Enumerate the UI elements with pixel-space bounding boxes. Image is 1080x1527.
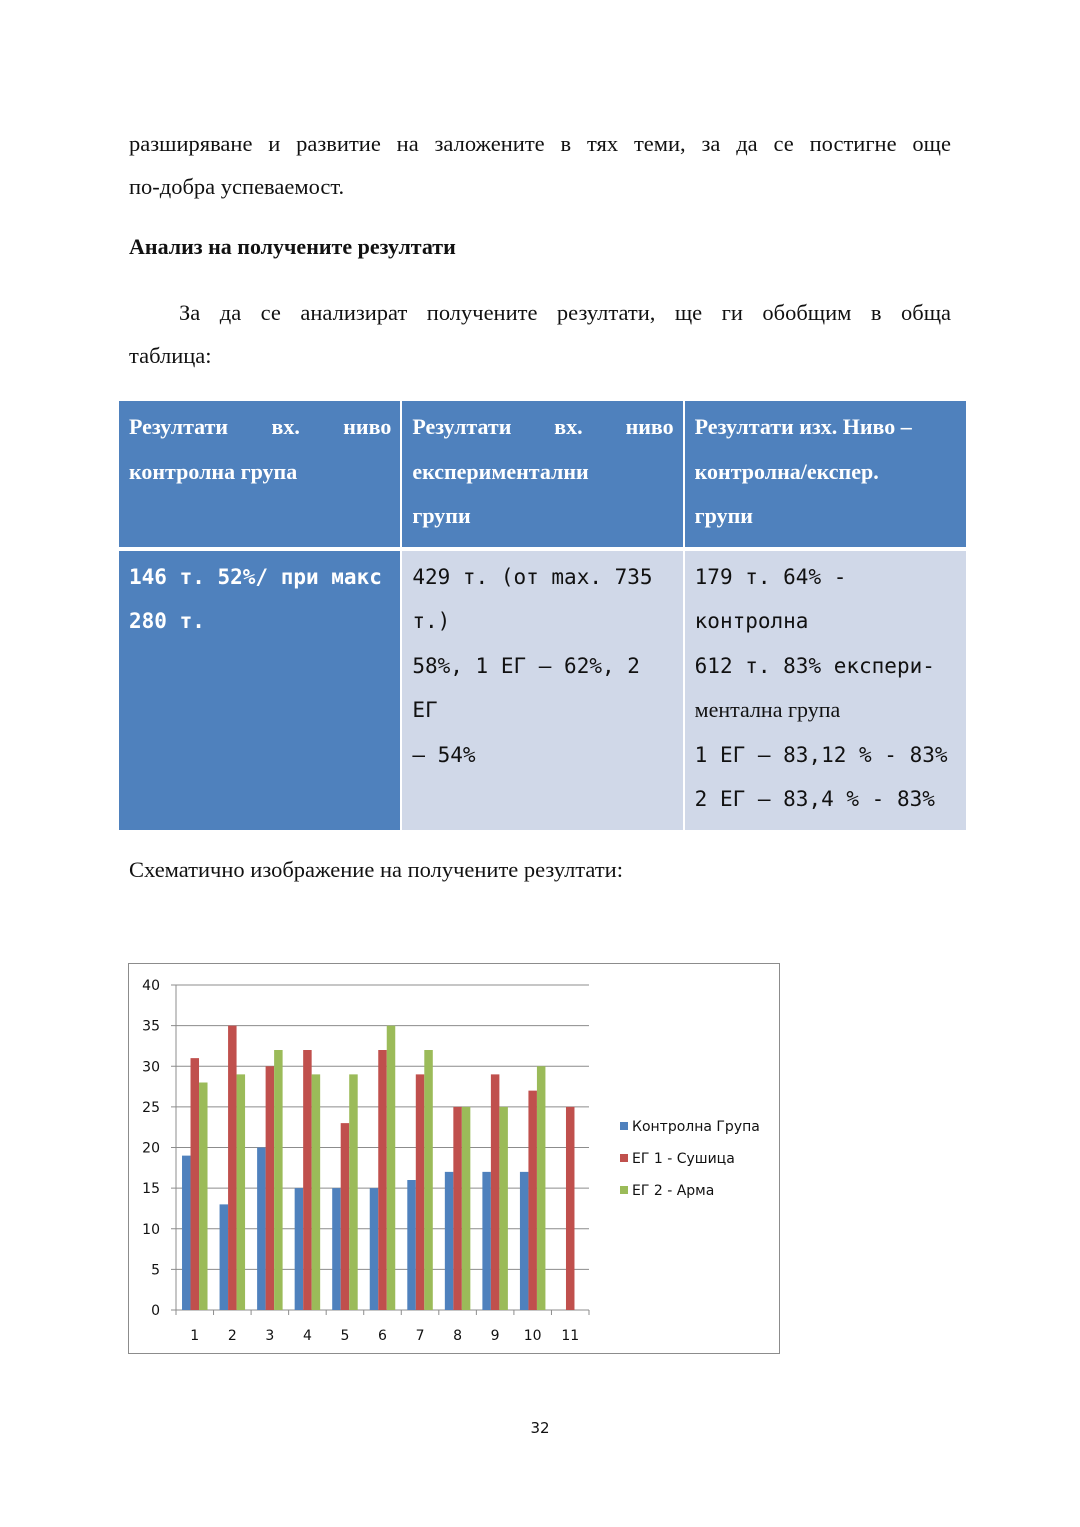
legend-label: ЕГ 1 - Сушица: [632, 1151, 735, 1167]
data-cell-text: 612 т. 83% експери-: [694, 653, 935, 678]
analysis-paragraph: [129, 291, 951, 377]
legend-label: Контролна Група: [632, 1119, 760, 1135]
data-cell-text: 58%, 1 ЕГ – 62%, 2 ЕГ: [412, 653, 640, 722]
legend-swatch: [620, 1186, 628, 1194]
page-number: 32: [530, 1419, 550, 1437]
data-cell-text: 2 ЕГ – 83,4 % - 83%: [694, 787, 935, 811]
x-tick-label: 1: [190, 1328, 200, 1344]
y-tick-label: 30: [142, 1059, 160, 1076]
data-cell-control-input: [119, 549, 401, 832]
bar-1: [482, 1172, 491, 1310]
y-tick-label: 5: [151, 1262, 160, 1279]
x-tick-label: 7: [415, 1328, 425, 1344]
intro-paragraph: [129, 122, 951, 208]
chart-caption: Схематично изображение на получените резултати:: [129, 857, 623, 882]
bar-2: [191, 1058, 200, 1310]
data-cell-text: 280 т.: [129, 609, 205, 633]
bar-chart: [129, 964, 781, 1355]
bar-2: [528, 1091, 537, 1310]
bar-3: [349, 1074, 358, 1310]
bar-3: [462, 1107, 471, 1310]
x-tick-label: 10: [523, 1328, 542, 1344]
bar-2: [491, 1074, 500, 1310]
y-tick-label: 20: [142, 1140, 160, 1157]
header-cell-text: Резултати изх. Ниво –: [694, 414, 912, 439]
x-tick-label: 2: [227, 1328, 237, 1344]
data-cell-text: 1 ЕГ – 83,12 % - 83%: [694, 742, 948, 767]
y-tick-label: 0: [151, 1303, 160, 1319]
header-cell-text: контролна/експер.: [694, 458, 879, 484]
bar-1: [445, 1172, 454, 1310]
intro-line-2: по-добра успеваемост.: [129, 174, 345, 199]
bar-3: [237, 1074, 246, 1310]
bar-3: [274, 1050, 283, 1310]
header-cell-control-input: [119, 401, 401, 549]
bar-3: [499, 1107, 508, 1310]
bar-1: [370, 1188, 379, 1310]
bar-1: [220, 1204, 229, 1310]
bar-3: [312, 1074, 321, 1310]
bar-1: [295, 1188, 304, 1310]
header-cell-text: Резултати вх. ниво: [412, 414, 674, 439]
bar-1: [520, 1172, 529, 1310]
bar-1: [257, 1148, 266, 1311]
y-tick-label: 35: [142, 1018, 160, 1035]
data-cell-text: 146 т. 52%/ при макс: [129, 564, 382, 589]
data-cell-text: ментална група: [694, 697, 841, 722]
y-tick-label: 25: [142, 1099, 160, 1116]
data-cell-text: 179 т. 64% - контролна: [694, 564, 847, 633]
header-cell-text: Резултати вх. ниво: [129, 414, 392, 439]
intro-line-1: разширяване и развитие на заложените в тях теми, за да се постигне още: [129, 131, 951, 156]
bar-2: [228, 1026, 237, 1310]
results-table-data-row: [119, 549, 966, 832]
data-cell-text: – 54%: [412, 742, 476, 767]
header-cell-experimental-input: [401, 401, 683, 549]
bar-2: [266, 1066, 275, 1310]
analysis-line-2: таблица:: [129, 343, 212, 368]
y-tick-label: 15: [142, 1181, 160, 1198]
header-cell-text: групи: [694, 503, 753, 528]
bar-2: [341, 1123, 350, 1310]
header-cell-output: [684, 401, 966, 549]
bar-3: [537, 1066, 546, 1310]
bar-2: [566, 1107, 575, 1310]
bar-1: [332, 1188, 341, 1310]
x-tick-label: 6: [378, 1328, 387, 1344]
x-tick-label: 11: [561, 1328, 580, 1344]
bar-3: [424, 1050, 433, 1310]
x-tick-label: 9: [490, 1328, 500, 1344]
x-tick-label: 3: [265, 1328, 275, 1344]
results-table-header-row: [119, 401, 966, 549]
header-cell-text: групи: [412, 503, 471, 528]
bar-2: [378, 1050, 387, 1310]
data-cell-experimental-input: [401, 549, 683, 832]
results-table: [119, 401, 966, 834]
bar-1: [407, 1180, 416, 1310]
y-tick-label: 10: [142, 1221, 160, 1238]
bar-3: [387, 1026, 396, 1310]
bar-1: [182, 1156, 191, 1310]
legend-label: ЕГ 2 - Арма: [632, 1183, 715, 1199]
x-tick-label: 8: [453, 1328, 463, 1344]
legend-swatch: [620, 1122, 628, 1130]
bar-2: [416, 1074, 425, 1310]
bar-2: [453, 1107, 462, 1310]
bar-2: [303, 1050, 312, 1310]
analysis-line-1: За да се анализират получените резултати, ще ги обобщим в обща: [179, 300, 951, 325]
section-heading: Анализ на получените резултати: [129, 234, 456, 259]
data-cell-output: [684, 549, 966, 832]
legend-swatch: [620, 1154, 628, 1162]
x-tick-label: 5: [340, 1328, 350, 1344]
header-cell-text: експериментални: [412, 458, 589, 484]
data-cell-text: 429 т. (от max. 735 т.): [412, 564, 653, 633]
y-tick-label: 40: [142, 978, 160, 994]
x-tick-label: 4: [302, 1328, 312, 1344]
header-cell-text: контролна група: [129, 458, 298, 484]
chart-frame: [128, 963, 780, 1354]
bar-3: [199, 1083, 208, 1311]
